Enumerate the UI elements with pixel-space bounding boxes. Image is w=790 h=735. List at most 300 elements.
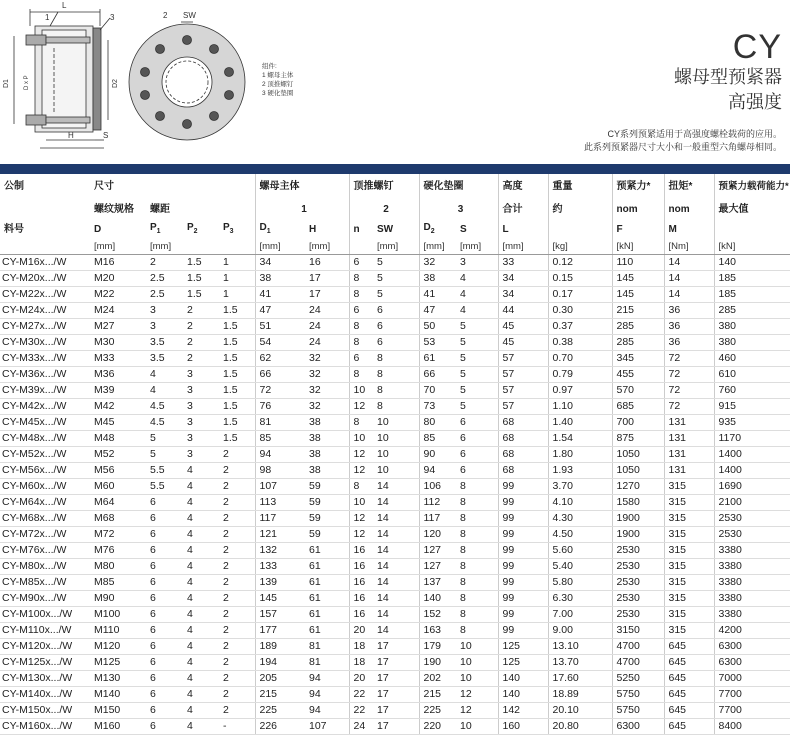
table-cell: 59	[305, 479, 349, 495]
table-cell: 80	[419, 415, 456, 431]
table-cell: 44	[498, 303, 548, 319]
table-cell: 38	[305, 431, 349, 447]
table-cell: 145	[612, 271, 664, 287]
table-cell: 0.70	[548, 351, 612, 367]
table-cell: 4	[183, 623, 219, 639]
table-cell: 72	[664, 399, 714, 415]
table-cell: 85	[255, 431, 305, 447]
hdr-num-2: 2	[349, 198, 419, 220]
table-cell: 315	[664, 607, 714, 623]
table-cell: 4700	[612, 639, 664, 655]
hdr-pitch: 螺距	[150, 203, 170, 215]
table-cell: 113	[255, 495, 305, 511]
table-cell: 61	[305, 559, 349, 575]
table-cell: 2100	[714, 495, 790, 511]
table-cell: 2	[219, 527, 255, 543]
table-cell: M22	[90, 287, 146, 303]
table-row	[0, 319, 790, 335]
table-cell: M125	[90, 655, 146, 671]
table-cell: 14	[373, 479, 419, 495]
table-cell: 12	[349, 463, 373, 479]
table-cell: 1580	[612, 495, 664, 511]
description	[584, 128, 782, 154]
table-cell: 185	[714, 287, 790, 303]
table-cell: 5	[456, 383, 498, 399]
table-cell: 85	[419, 431, 456, 447]
table-cell: 112	[419, 495, 456, 511]
table-cell: 10	[349, 383, 373, 399]
table-cell: 20.80	[548, 719, 612, 735]
table-cell: 455	[612, 367, 664, 383]
title-block	[674, 30, 782, 114]
table-cell: 10	[456, 671, 498, 687]
table-cell: 760	[714, 383, 790, 399]
table-cell: 99	[498, 623, 548, 639]
table-cell: CY-M42x.../W	[0, 399, 90, 415]
table-cell: 1.5	[219, 303, 255, 319]
table-cell: 17	[373, 671, 419, 687]
table-cell: 2	[219, 479, 255, 495]
table-cell: 45	[498, 335, 548, 351]
table-cell: 8	[373, 351, 419, 367]
technical-drawing	[0, 0, 420, 160]
table-cell: CY-M22x.../W	[0, 287, 90, 303]
table-cell: 1.10	[548, 399, 612, 415]
table-cell: 45	[498, 319, 548, 335]
table-cell: 57	[498, 399, 548, 415]
table-cell: 315	[664, 527, 714, 543]
table-cell: 34	[255, 255, 305, 271]
table-cell: 6	[146, 511, 183, 527]
table-cell: 6	[146, 639, 183, 655]
table-cell: 17	[373, 639, 419, 655]
table-cell: 14	[373, 511, 419, 527]
table-cell: 10	[373, 415, 419, 431]
label-S: S	[103, 131, 109, 140]
label-1: 1	[45, 13, 50, 22]
table-cell: 1.5	[183, 255, 219, 271]
table-cell: 62	[255, 351, 305, 367]
table-row	[0, 607, 790, 623]
hdr-jackbolt: 顶推螺钉	[349, 174, 419, 198]
table-cell: 57	[498, 367, 548, 383]
table-cell: CY-M130x.../W	[0, 671, 90, 687]
table-cell: CY-M52x.../W	[0, 447, 90, 463]
table-cell: 4.10	[548, 495, 612, 511]
table-cell: 645	[664, 655, 714, 671]
table-cell: 3380	[714, 559, 790, 575]
table-row	[0, 703, 790, 719]
table-cell: 131	[664, 415, 714, 431]
table-cell: 139	[255, 575, 305, 591]
table-cell: 4	[146, 383, 183, 399]
header-row-1	[0, 174, 790, 198]
table-cell: 57	[498, 383, 548, 399]
table-cell: 110	[612, 255, 664, 271]
product-name: 螺母型预紧器	[674, 67, 782, 87]
table-cell: 3380	[714, 591, 790, 607]
header-row-2	[0, 198, 790, 220]
table-cell: CY-M68x.../W	[0, 511, 90, 527]
table-cell: 4.50	[548, 527, 612, 543]
drawing-svg	[0, 0, 420, 160]
table-cell: CY-M24x.../W	[0, 303, 90, 319]
table-cell: 53	[419, 335, 456, 351]
table-cell: 10	[373, 463, 419, 479]
table-cell: 5	[373, 287, 419, 303]
table-cell: 32	[305, 367, 349, 383]
table-cell: 117	[255, 511, 305, 527]
table-cell: 2	[219, 447, 255, 463]
table-cell: 8	[456, 479, 498, 495]
table-cell: 34	[498, 271, 548, 287]
table-cell: 16	[349, 591, 373, 607]
table-cell: 140	[714, 255, 790, 271]
table-row	[0, 559, 790, 575]
table-cell: 2.5	[146, 271, 183, 287]
table-cell: 6	[456, 447, 498, 463]
hdr-F: F	[612, 220, 664, 239]
unit-F: [kN]	[612, 239, 664, 255]
table-cell: CY-M56x.../W	[0, 463, 90, 479]
table-cell: 380	[714, 335, 790, 351]
table-cell: 18.89	[548, 687, 612, 703]
table-cell: 5	[456, 399, 498, 415]
table-row	[0, 527, 790, 543]
table-cell: 16	[349, 559, 373, 575]
table-cell: M85	[90, 575, 146, 591]
table-cell: 4	[183, 527, 219, 543]
component-legend	[262, 62, 293, 98]
table-cell: 2	[183, 351, 219, 367]
table-cell: 8	[373, 367, 419, 383]
hdr-approx: 约	[548, 198, 612, 220]
table-cell: 4	[183, 479, 219, 495]
table-cell: CY-M45x.../W	[0, 415, 90, 431]
table-cell: 570	[612, 383, 664, 399]
hdr-nom-2: nom	[664, 198, 714, 220]
unit-S: [mm]	[456, 239, 498, 255]
legend-item: 1 螺母主体	[262, 72, 294, 79]
table-cell: 8	[456, 559, 498, 575]
table-cell: 285	[612, 319, 664, 335]
table-cell: M110	[90, 623, 146, 639]
table-cell: 17	[305, 271, 349, 287]
table-cell: 1050	[612, 447, 664, 463]
table-cell: 94	[305, 671, 349, 687]
table-cell: 4	[183, 639, 219, 655]
table-cell: 68	[498, 431, 548, 447]
table-cell: 131	[664, 447, 714, 463]
table-row	[0, 495, 790, 511]
table-cell: 345	[612, 351, 664, 367]
table-cell: 8	[373, 383, 419, 399]
table-cell: M39	[90, 383, 146, 399]
hdr-P1: $P_1$	[150, 222, 161, 235]
table-cell: 1.5	[219, 431, 255, 447]
spec-table	[0, 174, 790, 735]
table-cell: 3.5	[146, 351, 183, 367]
table-cell: M48	[90, 431, 146, 447]
table-cell: 94	[305, 703, 349, 719]
table-cell: 163	[419, 623, 456, 639]
table-cell: 10	[373, 431, 419, 447]
table-cell: 54	[255, 335, 305, 351]
table-cell: 3	[183, 447, 219, 463]
table-cell: 72	[664, 383, 714, 399]
label-D1: D1	[3, 79, 10, 88]
table-cell: CY-M33x.../W	[0, 351, 90, 367]
table-cell: 185	[714, 271, 790, 287]
table-cell: 2	[183, 319, 219, 335]
table-cell: 7700	[714, 687, 790, 703]
table-cell: 8400	[714, 719, 790, 735]
product-grade: 高强度	[728, 92, 782, 112]
table-cell: M56	[90, 463, 146, 479]
table-cell: 94	[419, 463, 456, 479]
table-cell: M45	[90, 415, 146, 431]
table-cell: 66	[255, 367, 305, 383]
table-cell: 59	[305, 511, 349, 527]
table-cell: 127	[419, 559, 456, 575]
table-cell: 22	[349, 703, 373, 719]
table-cell: 106	[419, 479, 456, 495]
table-cell: 14	[664, 287, 714, 303]
table-cell: 315	[664, 511, 714, 527]
table-cell: 4.5	[146, 415, 183, 431]
table-cell: 6	[349, 255, 373, 271]
table-cell: 20.10	[548, 703, 612, 719]
table-cell: 4	[456, 303, 498, 319]
hdr-capacity: 预紧力载荷能力*	[714, 174, 790, 198]
table-cell: 17	[373, 703, 419, 719]
table-cell: 1.80	[548, 447, 612, 463]
table-cell: 6300	[714, 639, 790, 655]
table-cell: CY-M100x.../W	[0, 607, 90, 623]
table-cell: 61	[305, 591, 349, 607]
table-cell: 12	[456, 703, 498, 719]
table-cell: 205	[255, 671, 305, 687]
table-cell: 137	[419, 575, 456, 591]
table-cell: CY-M60x.../W	[0, 479, 90, 495]
table-cell: 6	[146, 543, 183, 559]
table-cell: 8	[456, 511, 498, 527]
table-cell: 4	[146, 367, 183, 383]
table-cell: 6	[146, 495, 183, 511]
table-cell: 2530	[612, 575, 664, 591]
table-cell: 4.5	[146, 399, 183, 415]
label-SW: SW	[183, 11, 196, 20]
table-cell: M160	[90, 719, 146, 735]
table-cell: 8	[349, 479, 373, 495]
table-cell: 2	[219, 607, 255, 623]
unit-P1: [mm]	[146, 239, 183, 255]
table-cell: 202	[419, 671, 456, 687]
table-cell: 6	[146, 607, 183, 623]
table-cell: 142	[498, 703, 548, 719]
table-cell: 73	[419, 399, 456, 415]
table-cell: 4	[183, 607, 219, 623]
table-cell: 5.5	[146, 463, 183, 479]
table-cell: M72	[90, 527, 146, 543]
table-cell: M68	[90, 511, 146, 527]
table-cell: CY-M160x.../W	[0, 719, 90, 735]
table-cell: 24	[305, 335, 349, 351]
table-cell: 3380	[714, 575, 790, 591]
table-cell: 34	[498, 287, 548, 303]
table-cell: 145	[612, 287, 664, 303]
table-cell: 1.5	[219, 367, 255, 383]
table-cell: 50	[419, 319, 456, 335]
table-row	[0, 447, 790, 463]
table-cell: 61	[305, 575, 349, 591]
table-cell: 3.70	[548, 479, 612, 495]
table-cell: CY-M76x.../W	[0, 543, 90, 559]
table-cell: M80	[90, 559, 146, 575]
table-cell: 6	[146, 559, 183, 575]
table-cell: 5750	[612, 703, 664, 719]
table-cell: 0.37	[548, 319, 612, 335]
table-cell: 1.5	[183, 287, 219, 303]
table-cell: 8	[349, 271, 373, 287]
table-cell: 24	[349, 719, 373, 735]
table-cell: 315	[664, 623, 714, 639]
table-cell: 5	[146, 431, 183, 447]
table-cell: 1690	[714, 479, 790, 495]
table-cell: 94	[305, 687, 349, 703]
table-cell: 6	[456, 415, 498, 431]
table-cell: 8	[456, 607, 498, 623]
table-row	[0, 719, 790, 735]
table-row	[0, 383, 790, 399]
table-cell: CY-M80x.../W	[0, 559, 90, 575]
table-cell: 315	[664, 495, 714, 511]
table-cell: 1270	[612, 479, 664, 495]
table-cell: 81	[305, 655, 349, 671]
table-cell: 0.38	[548, 335, 612, 351]
table-cell: 38	[305, 415, 349, 431]
table-cell: 121	[255, 527, 305, 543]
table-cell: 6	[373, 303, 419, 319]
table-cell: 68	[498, 463, 548, 479]
table-cell: 215	[255, 687, 305, 703]
unit-M: [Nm]	[664, 239, 714, 255]
table-cell: 10	[349, 431, 373, 447]
table-cell: CY-M36x.../W	[0, 367, 90, 383]
table-cell: 6	[349, 351, 373, 367]
table-cell: CY-M110x.../W	[0, 623, 90, 639]
table-cell: 5	[373, 255, 419, 271]
table-row	[0, 623, 790, 639]
table-cell: 1	[219, 287, 255, 303]
table-cell: 1900	[612, 527, 664, 543]
table-cell: 14	[373, 527, 419, 543]
table-cell: 125	[498, 655, 548, 671]
header-units	[0, 239, 790, 255]
table-cell: 10	[456, 719, 498, 735]
table-cell: M24	[90, 303, 146, 319]
table-cell: 2	[219, 463, 255, 479]
table-cell: CY-M150x.../W	[0, 703, 90, 719]
table-cell: CY-M90x.../W	[0, 591, 90, 607]
hdr-size: 尺寸	[94, 180, 114, 192]
table-cell: 315	[664, 479, 714, 495]
table-cell: 22	[349, 687, 373, 703]
table-cell: 215	[419, 687, 456, 703]
table-cell: 226	[255, 719, 305, 735]
table-cell: 140	[498, 687, 548, 703]
table-cell: 1900	[612, 511, 664, 527]
table-cell: 157	[255, 607, 305, 623]
table-cell: 6	[146, 655, 183, 671]
table-cell: 8	[373, 399, 419, 415]
table-row	[0, 367, 790, 383]
table-row	[0, 463, 790, 479]
table-cell: 285	[714, 303, 790, 319]
table-row	[0, 543, 790, 559]
table-cell: 70	[419, 383, 456, 399]
table-cell: 645	[664, 703, 714, 719]
table-cell: 133	[255, 559, 305, 575]
unit-D1: [mm]	[255, 239, 305, 255]
table-cell: 3380	[714, 607, 790, 623]
table-cell: 610	[714, 367, 790, 383]
hdr-H: H	[309, 224, 317, 235]
table-cell: 36	[664, 319, 714, 335]
table-cell: 0.15	[548, 271, 612, 287]
table-cell: 14	[373, 575, 419, 591]
table-cell: 460	[714, 351, 790, 367]
table-cell: 1.54	[548, 431, 612, 447]
table-cell: M90	[90, 591, 146, 607]
hdr-thread: 螺纹规格	[94, 203, 134, 215]
table-cell: 2	[219, 703, 255, 719]
label-DxP: D x P	[24, 75, 30, 90]
table-cell: 32	[305, 399, 349, 415]
table-cell: 3380	[714, 543, 790, 559]
table-cell: 0.12	[548, 255, 612, 271]
table-cell: 5	[146, 447, 183, 463]
table-cell: 5.40	[548, 559, 612, 575]
table-cell: 36	[664, 303, 714, 319]
table-row	[0, 655, 790, 671]
table-cell: 99	[498, 495, 548, 511]
table-cell: 8	[349, 287, 373, 303]
table-cell: -	[219, 719, 255, 735]
table-cell: 1050	[612, 463, 664, 479]
table-cell: 645	[664, 719, 714, 735]
table-cell: 6	[146, 687, 183, 703]
table-cell: 2530	[612, 607, 664, 623]
table-cell: 6	[146, 671, 183, 687]
table-cell: 38	[255, 271, 305, 287]
table-cell: 189	[255, 639, 305, 655]
table-cell: 13.70	[548, 655, 612, 671]
table-cell: 4	[183, 543, 219, 559]
table-cell: 14	[373, 623, 419, 639]
table-row	[0, 399, 790, 415]
table-cell: M16	[90, 255, 146, 271]
table-cell: 81	[255, 415, 305, 431]
hdr-weight: 重量	[548, 174, 612, 198]
hdr-D2: $D_2$	[419, 220, 456, 239]
table-cell: 32	[419, 255, 456, 271]
table-cell: M42	[90, 399, 146, 415]
label-H: H	[68, 131, 74, 140]
table-cell: 76	[255, 399, 305, 415]
table-cell: 132	[255, 543, 305, 559]
table-cell: 107	[305, 719, 349, 735]
